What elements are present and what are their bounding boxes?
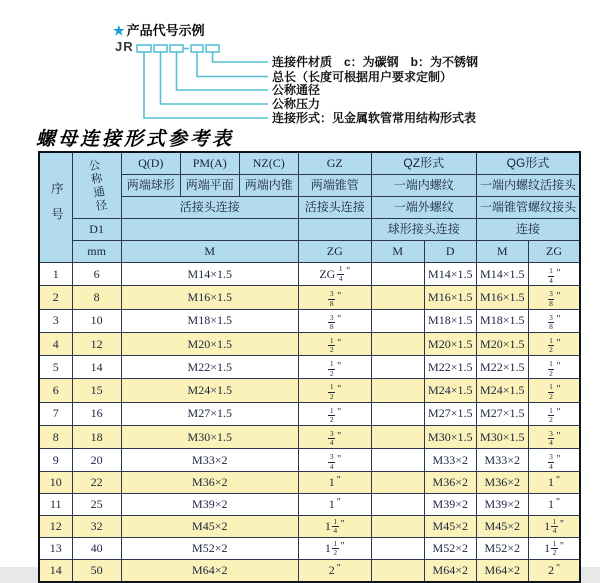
cell-gz-zg: ZG $\frac{1}{4}$ " [298,263,371,286]
header-qz-row2: 一端内螺纹 [371,175,476,197]
cell-m-thread: M64×2 [121,560,298,583]
code-box-2 [154,45,167,52]
cell-serial: 8 [39,425,72,448]
header-pm-desc: 两端平面 [180,175,239,197]
cell-serial: 12 [39,516,72,538]
cell-serial: 2 [39,286,72,309]
cell-m-thread: M18×1.5 [121,309,298,332]
cell-gz-zg: $\frac{3}{8}$ " [298,286,371,309]
table-row [39,538,580,560]
cell-qz-d: M33×2 [424,449,476,472]
cell-gz-zg: $\frac{3}{4}$ " [298,449,371,472]
cell-qz-m [371,538,424,560]
cell-qg-zg: $\frac{1}{2}$ " [528,402,580,425]
cell-qz-m [371,449,424,472]
table-row [39,494,580,516]
cell-qz-m [371,286,424,309]
cell-qz-d: M30×1.5 [424,425,476,448]
header-d1: D1 [72,219,121,241]
cell-dn-mm: 40 [72,538,121,560]
cell-gz-zg: $\frac{3}{4}$ " [298,425,371,448]
cell-qz-m [371,379,424,402]
header-qg-row2: 一端内螺纹活接头 [476,175,580,197]
cell-dn-mm: 25 [72,494,121,516]
header-qg-row4: 连接 [476,219,580,241]
cell-gz-zg: $\frac{1}{2}$ " [298,402,371,425]
table-row [39,263,580,286]
diagram-title [113,20,205,39]
leader-line-material [213,53,269,63]
cell-qz-d: M20×1.5 [424,332,476,355]
cell-qg-m: M16×1.5 [476,286,528,309]
cell-gz-zg: 1 " [298,494,371,516]
code-box-4 [191,45,203,52]
cell-qz-m [371,309,424,332]
cell-qz-d: M14×1.5 [424,263,476,286]
leader-line-length [197,53,268,77]
cell-qg-m: M52×2 [476,538,528,560]
table-row [39,356,580,379]
cell-gz-zg: 1 $\frac{1}{2}$ " [298,538,371,560]
cell-dn-mm: 6 [72,263,121,286]
cell-qz-d: M64×2 [424,560,476,583]
header-qg-code: QG形式 [476,152,580,175]
cell-qz-d: M39×2 [424,494,476,516]
table-row [39,402,580,425]
cell-qg-m: M20×1.5 [476,332,528,355]
header-qz-d: D [424,241,476,263]
header-qz-code: QZ形式 [371,152,476,175]
cell-qg-m: M22×1.5 [476,356,528,379]
cell-qz-d: M18×1.5 [424,309,476,332]
diagram-title-text: 产品代号示例 [126,23,205,38]
table-row [39,472,580,494]
cell-qg-zg: $\frac{1}{2}$ " [528,332,580,355]
header-serial: 序号 [39,152,72,263]
cell-qg-m: M27×1.5 [476,402,528,425]
cell-m-thread: M20×1.5 [121,332,298,355]
code-box-1 [137,45,151,52]
cell-gz-zg: 1 $\frac{1}{4}$ " [298,516,371,538]
cell-qz-m [371,516,424,538]
cell-dn-mm: 14 [72,356,121,379]
cell-serial: 9 [39,449,72,472]
cell-dn-mm: 22 [72,472,121,494]
cell-m-thread: M39×2 [121,494,298,516]
cell-qz-d: M24×1.5 [424,379,476,402]
label-form: 连接形式：见金属软管常用结构形式表 [272,111,477,125]
cell-qg-m: M45×2 [476,516,528,538]
header-qz-row3: 一端外螺纹 [371,197,476,219]
cell-m-thread: M52×2 [121,538,298,560]
label-length: 总长（长度可根据用户要求定制） [272,69,453,84]
cell-m-thread: M33×2 [121,449,298,472]
table-row [39,309,580,332]
header-blank-gz [298,219,371,241]
table-row [39,425,580,448]
cell-qg-zg: $\frac{3}{8}$ " [528,286,580,309]
cell-qg-zg: 1 $\frac{1}{2}$ " [528,538,580,560]
header-union-connection: 活接头连接 [121,197,298,219]
cell-qg-zg: $\frac{1}{4}$ " [528,263,580,286]
cell-qg-m: M39×2 [476,494,528,516]
cell-qg-m: M18×1.5 [476,309,528,332]
cell-serial: 7 [39,402,72,425]
cell-m-thread: M16×1.5 [121,286,298,309]
header-pm-code: PM(A) [180,152,239,175]
cell-qz-m [371,402,424,425]
table-row [39,286,580,309]
leader-line-diameter [177,53,269,91]
header-q-desc: 两端球形 [121,175,180,197]
cell-dn-mm: 18 [72,425,121,448]
header-gz-union: 活接头连接 [298,197,371,219]
cell-qz-d: M36×2 [424,472,476,494]
code-box-5 [206,45,219,52]
cell-m-thread: M30×1.5 [121,425,298,448]
cell-m-thread: M24×1.5 [121,379,298,402]
cell-dn-mm: 50 [72,560,121,583]
table-row [39,449,580,472]
cell-qg-zg: 1 $\frac{1}{4}$ " [528,516,580,538]
cell-serial: 5 [39,356,72,379]
star-icon: ★ [113,23,125,38]
label-material: 连接件材质 c：为碳钢 b：为不锈钢 [272,55,479,69]
cell-qg-zg: 1 " [528,472,580,494]
cell-dn-mm: 12 [72,332,121,355]
cell-m-thread: M22×1.5 [121,356,298,379]
nut-connection-reference-table [38,151,581,583]
cell-serial: 4 [39,332,72,355]
cell-qg-m: M36×2 [476,472,528,494]
cell-m-thread: M36×2 [121,472,298,494]
cell-qz-m [371,356,424,379]
cell-dn-mm: 16 [72,402,121,425]
header-nominal-diameter: 公称通径 [72,152,121,219]
cell-qg-zg: 1 " [528,494,580,516]
cell-gz-zg: 2 " [298,560,371,583]
header-blank-left [121,219,298,241]
cell-m-thread: M27×1.5 [121,402,298,425]
cell-serial: 6 [39,379,72,402]
cell-gz-zg: $\frac{1}{2}$ " [298,332,371,355]
header-nz-code: NZ(C) [239,152,298,175]
cell-qz-m [371,494,424,516]
cell-m-thread: M45×2 [121,516,298,538]
cell-qz-d: M22×1.5 [424,356,476,379]
cell-qg-m: M24×1.5 [476,379,528,402]
header-qz-m: M [371,241,424,263]
cell-qg-zg: $\frac{3}{4}$ " [528,449,580,472]
cell-gz-zg: 1 " [298,472,371,494]
header-nz-desc: 两端内锥 [239,175,298,197]
table-row [39,332,580,355]
cell-qz-m [371,425,424,448]
header-zg: ZG [298,241,371,263]
cell-serial: 14 [39,560,72,583]
cell-gz-zg: $\frac{1}{2}$ " [298,356,371,379]
cell-m-thread: M14×1.5 [121,263,298,286]
header-q-code: Q(D) [121,152,180,175]
cell-serial: 10 [39,472,72,494]
cell-qz-d: M52×2 [424,538,476,560]
table-title: 螺母连接形式参考表 [36,128,235,150]
cell-dn-mm: 10 [72,309,121,332]
cell-dn-mm: 8 [72,286,121,309]
cell-serial: 3 [39,309,72,332]
cell-qg-zg: 2 " [528,560,580,583]
header-gz-desc: 两端锥管 [298,175,371,197]
cell-qz-d: M27×1.5 [424,402,476,425]
header-gz-code: GZ [298,152,371,175]
cell-qz-m [371,472,424,494]
header-qg-zg: ZG [528,241,580,263]
product-code-prefix: JR [115,39,134,54]
cell-qz-d: M45×2 [424,516,476,538]
cell-qz-d: M16×1.5 [424,286,476,309]
cell-qg-zg: $\frac{1}{2}$ " [528,379,580,402]
label-pressure: 公称压力 [272,97,321,111]
cell-gz-zg: $\frac{3}{8}$ " [298,309,371,332]
cell-qg-m: M14×1.5 [476,263,528,286]
cell-qz-m [371,332,424,355]
cell-qg-m: M33×2 [476,449,528,472]
cell-dn-mm: 15 [72,379,121,402]
label-diameter: 公称通径 [272,83,321,97]
cell-qg-zg: $\frac{3}{4}$ " [528,425,580,448]
header-qg-m: M [476,241,528,263]
cell-qz-m [371,560,424,583]
table-row [39,379,580,402]
header-qz-row4: 球形接头连接 [371,219,476,241]
cell-serial: 1 [39,263,72,286]
cell-qg-m: M64×2 [476,560,528,583]
table-row [39,560,580,583]
cell-serial: 13 [39,538,72,560]
header-qg-row3: 一端锥管螺纹接头 [476,197,580,219]
cell-gz-zg: $\frac{1}{2}$ " [298,379,371,402]
cell-qg-zg: $\frac{3}{8}$ " [528,309,580,332]
table-row [39,516,580,538]
cell-qz-m [371,263,424,286]
header-unit: mm [72,241,121,263]
cell-serial: 11 [39,494,72,516]
cell-qg-zg: $\frac{1}{2}$ " [528,356,580,379]
cell-qg-m: M30×1.5 [476,425,528,448]
code-box-3 [170,45,183,52]
header-m: M [121,241,298,263]
cell-dn-mm: 32 [72,516,121,538]
cell-dn-mm: 20 [72,449,121,472]
